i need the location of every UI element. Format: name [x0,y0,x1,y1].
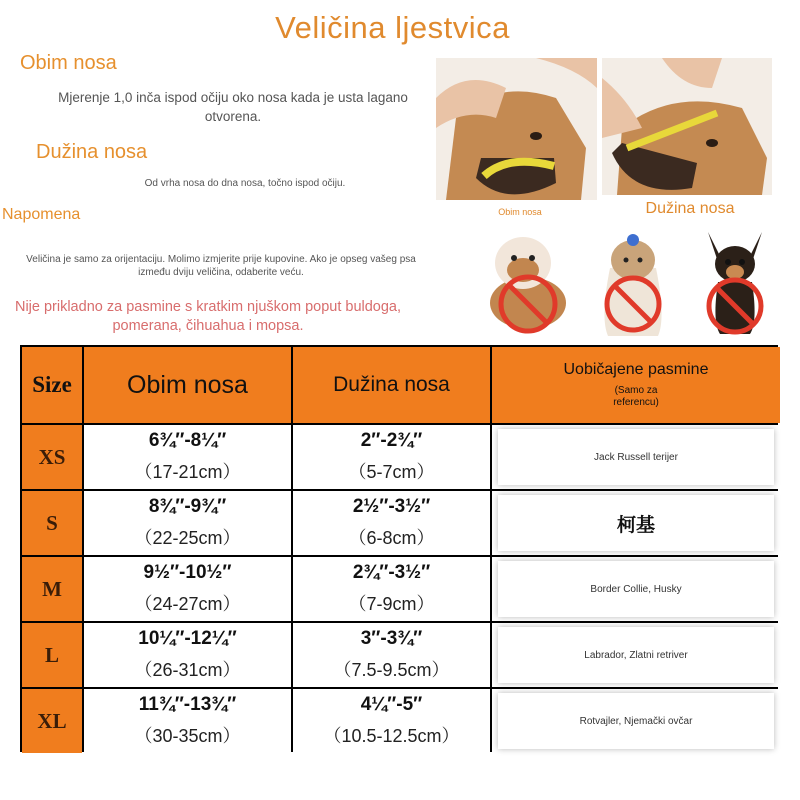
length-cell [293,491,490,555]
header-size-label: Size [32,372,72,397]
length-cell [293,689,490,753]
girth-inches: 11¾″-13¾″ [138,694,237,715]
size-cell: XS [22,425,82,489]
girth-inches: 8¾″-9¾″ [148,496,227,517]
header-length [293,347,490,423]
breeds-text: Jack Russell terijer [498,429,774,485]
length-cm: （7-9cm） [348,594,435,614]
girth-cm: （26-31cm） [134,660,241,680]
note-description: Veličina je samo za orijentaciju. Molimo izmjerite prije kupovine. Ako je opseg vašeg psa između dviju veličina, odaberite veću. [26,254,416,278]
header-breeds-label: Uobičajene pasmine [563,361,709,378]
breeds-cell [492,557,780,621]
page-title: Veličina ljestvica [275,10,510,45]
girth-measure-photo [436,58,597,200]
size-table [20,345,778,752]
length-cm: （10.5-12.5cm） [323,726,460,746]
note-heading: Napomena [2,206,81,223]
header-size [22,347,82,423]
length-measure-photo [602,58,772,195]
breeds-text: Border Collie, Husky [498,561,774,617]
girth-inches: 9½″-10½″ [143,562,232,583]
girth-heading: Obim nosa [20,52,117,74]
length-inches: 2¾″-3½″ [352,562,431,583]
length-inches: 3″-3¾″ [360,628,423,649]
breeds-cell [492,689,780,753]
girth-cell [84,623,291,687]
length-cell [293,425,490,489]
length-cm: （7.5-9.5cm） [333,660,450,680]
girth-cell [84,425,291,489]
girth-photo-caption: Obim nosa [498,207,542,217]
length-inches: 2½″-3½″ [352,496,431,517]
header-breeds-sub: (Samo za referencu) [613,385,659,408]
size-cell: M [22,557,82,621]
girth-cell [84,491,291,555]
girth-description: Mjerenje 1,0 inča ispod očiju oko nosa kada je usta lagano otvorena. [58,90,408,124]
girth-inches: 6¾″-8¼″ [148,430,227,451]
length-inches: 2″-2¾″ [360,430,423,451]
girth-cell [84,557,291,621]
length-cell [293,623,490,687]
breeds-text: Labrador, Zlatni retriver [498,627,774,683]
header-length-label: Dužina nosa [333,373,450,396]
breeds-cell [492,491,780,555]
length-heading: Dužina nosa [36,141,148,163]
header-girth-label: Obim nosa [127,370,248,399]
girth-cm: （22-25cm） [134,528,241,548]
length-inches: 4¼″-5″ [360,694,423,715]
header-girth [84,347,291,423]
length-description: Od vrha nosa do dna nosa, točno ispod očiju. [144,178,346,189]
chihuahua-image [690,222,780,338]
header-breeds [492,347,780,423]
breeds-cell [492,425,780,489]
bulldog-image [478,228,576,338]
breeds-text: Rotvajler, Njemački ovčar [498,693,774,749]
length-cm: （6-8cm） [348,528,435,548]
breeds-text: 柯基 [498,495,774,551]
size-cell: S [22,491,82,555]
warning-text: Nije prikladno za pasmine s kratkim njuškom poput buldoga, pomerana, čihuahua i mopsa. [14,299,402,334]
girth-cm: （17-21cm） [134,462,241,482]
breeds-cell [492,623,780,687]
size-cell: L [22,623,82,687]
girth-cell [84,689,291,753]
girth-cm: （24-27cm） [134,594,241,614]
length-cm: （5-7cm） [348,462,435,482]
girth-cm: （30-35cm） [134,726,241,746]
shih-tzu-image [590,228,676,338]
size-cell: XL [22,689,82,753]
girth-inches: 10¼″-12¼″ [138,628,237,649]
length-cell [293,557,490,621]
length-photo-caption: Dužina nosa [645,200,735,217]
